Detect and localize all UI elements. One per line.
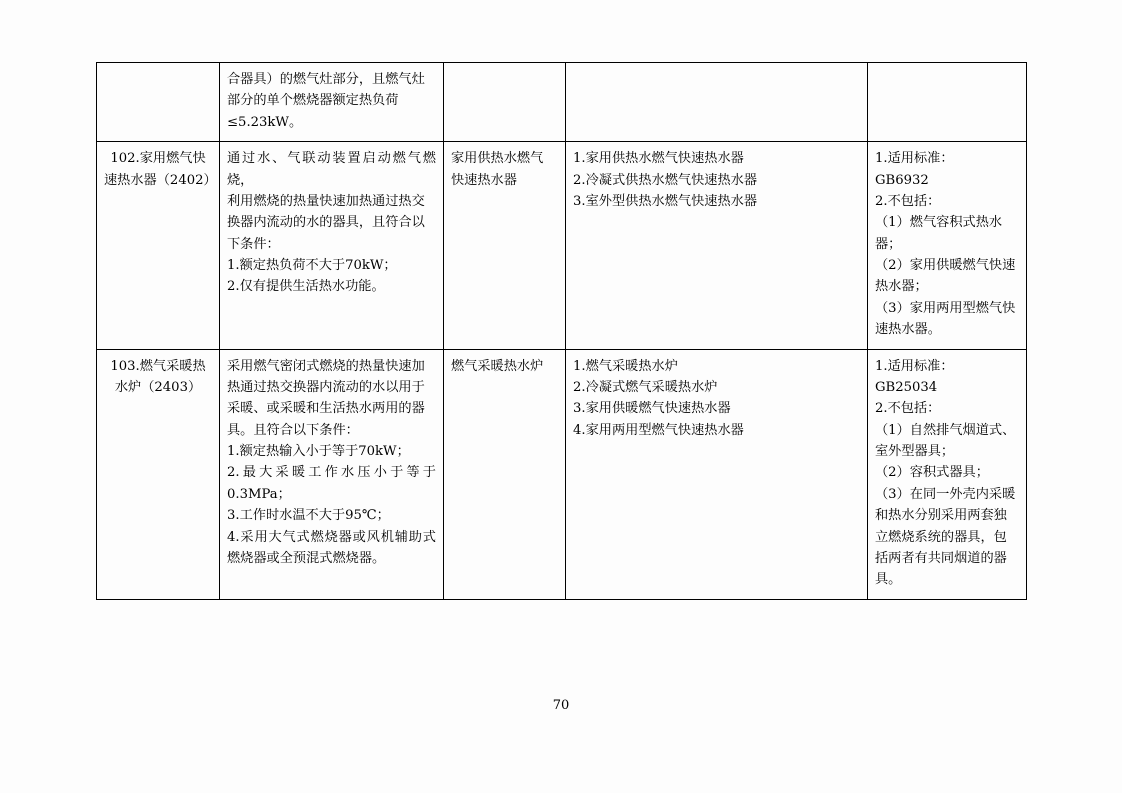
- cell-remarks: [868, 349, 1027, 599]
- text-line: 4.采用大气式燃烧器或风机辅助式燃烧器或全预混式燃烧器。: [227, 529, 436, 566]
- page-number: 70: [552, 698, 570, 713]
- cell-product-list: [566, 142, 868, 349]
- text-line: （3）家用两用型燃气快速热水器。: [875, 300, 1016, 338]
- text-line: 采暖、或采暖和生活热水两用的器: [227, 401, 425, 417]
- text-line: 快速热水器: [451, 172, 517, 188]
- text-line: 通过水、气联动装置启动燃气燃烧，: [227, 151, 436, 188]
- text-line: 热通过热交换器内流动的水以用于: [227, 379, 425, 395]
- text-line: 3.室外型供热水燃气快速热水器: [573, 193, 758, 209]
- product-catalog-table: [96, 62, 1027, 600]
- cell-product-name: [97, 63, 220, 142]
- text-line: 采用燃气密闭式燃烧的热量快速加: [227, 358, 425, 374]
- text-line: 具。且符合以下条件：: [227, 422, 359, 438]
- table-row: [97, 349, 1027, 599]
- text-line: 4.家用两用型燃气快速热水器: [573, 422, 744, 438]
- cell-remarks: [868, 142, 1027, 349]
- product-name-text: 103.燃气采暖热水炉（2403）: [110, 358, 206, 395]
- table-row: [97, 63, 1027, 142]
- text-line: GB6932: [875, 172, 929, 188]
- text-line: （2）容积式器具；: [875, 465, 989, 481]
- text-line: 燃气采暖热水炉: [451, 358, 544, 374]
- text-line: （2）家用供暖燃气快速热水器；: [875, 258, 1016, 295]
- text-line: 1.适用标准：: [875, 151, 954, 167]
- text-line: 换器内流动的水的器具，且符合以: [227, 215, 425, 231]
- text-line: （1）自然排气烟道式、室外型器具；: [875, 422, 1016, 459]
- text-line: 1.额定热输入小于等于70kW；: [227, 444, 410, 459]
- table-row: [97, 142, 1027, 349]
- text-line: GB25034: [875, 379, 938, 395]
- text-line: 下条件：: [227, 236, 280, 252]
- cell-definition: [220, 349, 444, 599]
- text-line: 1.适用标准：: [875, 358, 954, 374]
- text-line: 2.不包括：: [875, 193, 941, 209]
- cell-product-name: [97, 142, 220, 349]
- text-line: 3.家用供暖燃气快速热水器: [573, 401, 731, 417]
- cell-category: [444, 63, 566, 142]
- text-line: 2.不包括：: [875, 401, 941, 417]
- product-name-text: 102.家用燃气快速热水器（2402）: [104, 151, 217, 188]
- cell-definition: [220, 142, 444, 349]
- cell-definition: [220, 63, 444, 142]
- text-line: （3）在同一外壳内采暖和热水分别采用两套独立燃烧系统的器具，包括两者有共同烟道的器具。: [875, 486, 1016, 588]
- cell-product-list: [566, 63, 868, 142]
- text-line: 部分的单个燃烧器额定热负荷: [227, 93, 399, 109]
- text-line: 1.额定热负荷不大于70kW；: [227, 258, 397, 273]
- text-line: 2.冷凝式供热水燃气快速热水器: [573, 172, 758, 188]
- cell-product-name: [97, 349, 220, 599]
- text-line: 1.燃气采暖热水炉: [573, 358, 678, 374]
- text-line: 2.仅有提供生活热水功能。: [227, 279, 385, 295]
- cell-category: [444, 349, 566, 599]
- text-line: 1.家用供热水燃气快速热水器: [573, 151, 744, 167]
- text-line: 2.冷凝式燃气采暖热水炉: [573, 379, 718, 395]
- text-line: ≤5.23kW。: [227, 114, 303, 130]
- text-line: 利用燃烧的热量快速加热通过热交: [227, 193, 425, 209]
- text-line: （1）燃气容积式热水器；: [875, 215, 1003, 252]
- text-line: 合器具）的燃气灶部分，且燃气灶: [227, 72, 425, 87]
- cell-product-list: [566, 349, 868, 599]
- text-line: 3.工作时水温不大于95℃；: [227, 508, 390, 524]
- cell-remarks: [868, 63, 1027, 142]
- cell-category: [444, 142, 566, 349]
- text-line: 家用供热水燃气: [451, 151, 544, 167]
- text-line: 2.最大采暖工作水压小于等于0.3MPa；: [227, 465, 436, 502]
